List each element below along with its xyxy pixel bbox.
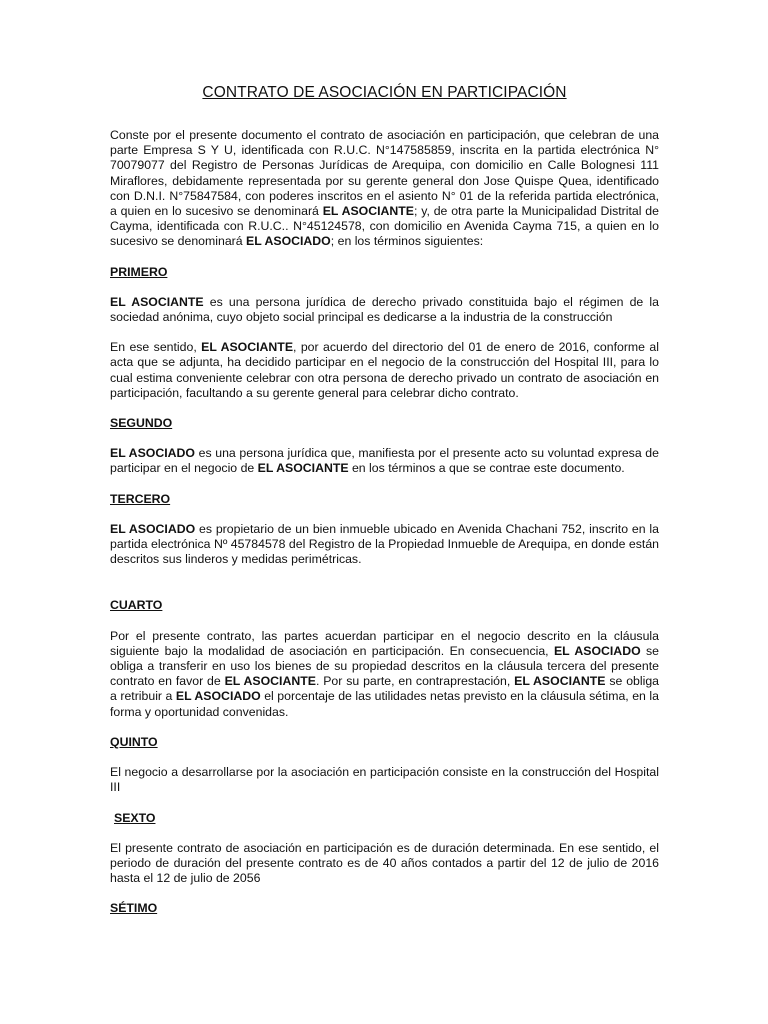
primero-paragraph-1 [110,295,659,325]
page-title: CONTRATO DE ASOCIACIÓN EN PARTICIPACIÓN [202,84,567,101]
tercero-paragraph-1 [110,522,659,568]
cuarto-paragraph-1 [110,629,659,720]
text-run: El presente contrato de asociación en participación es de duración determinada. En ese sentido, el periodo de duración del presente contrato es de 40 años contados a partir del 12 de julio de 2016 hasta el 12 de julio de 2056 [110,840,659,886]
text-run: Conste por el presente documento el contrato de asociación en participación, que celebran de una parte Empresa S Y U, identificada con R.U.C. N°147585859, inscrita en la partida electrónica N° 70079077 del Registro de Personas Jurídicas de Arequipa, con domicilio en Calle Bolognesi 111 Miraflores, debidamente representada por su gerente general don Jose Quispe Quea, identificado con D.N.I. N°75847584, con poderes inscritos en el asiento N° 01 de la referida partida electrónica, a quien en lo sucesivo se denominará [110,128,659,219]
heading-cuarto: CUARTO [110,598,163,613]
quinto-paragraph-1 [110,765,659,795]
text-run: En ese sentido, [110,340,202,355]
bold-term: EL ASOCIANTE [257,461,349,476]
heading-quinto: QUINTO [110,734,158,749]
segundo-paragraph-1 [110,446,659,476]
text-run: el porcentaje de las utilidades netas previsto en la cláusula sétima, en la forma y oportunidad convenidas. [110,689,659,719]
bold-term: EL ASOCIANTE [224,674,316,689]
primero-paragraph-2 [110,340,659,401]
sexto-paragraph-1 [110,841,659,887]
text-run: . Por su parte, en contraprestación, [315,674,515,689]
heading-tercero: TERCERO [110,491,171,506]
text-run: es propietario de un bien inmueble ubicado en Avenida Chachani 752, inscrito en la partida electrónica Nº 45784578 del Registro de la Propiedad Inmueble de Arequipa, en donde están descritos sus linderos y medidas perimétricas. [110,521,659,567]
text-run: es una persona jurídica de derecho privado constituida bajo el régimen de la sociedad anónima, cuyo objeto social principal es dedicarse a la industria de la construcción [110,294,660,325]
text-run: ; y, de otra parte la Municipalidad Distrital de Cayma, identificada con R.U.C.. N°45124578, con domicilio en Avenida Cayma 715, a quien en lo sucesivo se denominará [110,204,659,249]
heading-setimo: SÉTIMO [110,901,158,916]
bold-term: EL ASOCIANTE [514,674,606,689]
bold-term: EL ASOCIADO [110,521,196,536]
text-run: se obliga a retribuir a [110,674,660,704]
bold-term: EL ASOCIADO [246,234,331,249]
intro-paragraph [110,128,659,250]
heading-sexto: SEXTO [114,810,156,825]
bold-term: EL ASOCIANTE [322,204,414,219]
bold-term: EL ASOCIANTE [110,294,204,309]
text-run: se obliga a transferir en uso los bienes de su propiedad descritos en la cláusula tercera del presente contrato en favor de [110,643,659,689]
heading-primero: PRIMERO [110,264,168,279]
text-run: es una persona jurídica que, manifiesta por el presente acto su voluntad expresa de participar en el negocio de [110,446,659,476]
text-run: ; en los términos siguientes: [330,234,484,249]
heading-segundo: SEGUNDO [110,416,173,431]
bold-term: EL ASOCIADO [175,689,261,704]
text-run: en los términos a que se contrae este documento. [348,461,625,476]
text-run: , por acuerdo del directorio del 01 de enero de 2016, conforme al acta que se adjunta, ha decidido participar en el negocio de la construcción del Hospital III, para lo cual estima conveniente celebrar con otra persona de derecho privado un contrato de asociación en participación, facultando a su gerente general para celebrar dicho contrato. [110,340,659,400]
bold-term: EL ASOCIADO [553,643,641,658]
text-run: Por el presente contrato, las partes acuerdan participar en el negocio descrito en la cláusula siguiente bajo la modalidad de asociación en participación. En consecuencia, [110,628,659,658]
bold-term: EL ASOCIADO [110,446,195,461]
bold-term: EL ASOCIANTE [201,340,294,355]
text-run: El negocio a desarrollarse por la asociación en participación consiste en la construcción del Hospital III [110,765,659,795]
